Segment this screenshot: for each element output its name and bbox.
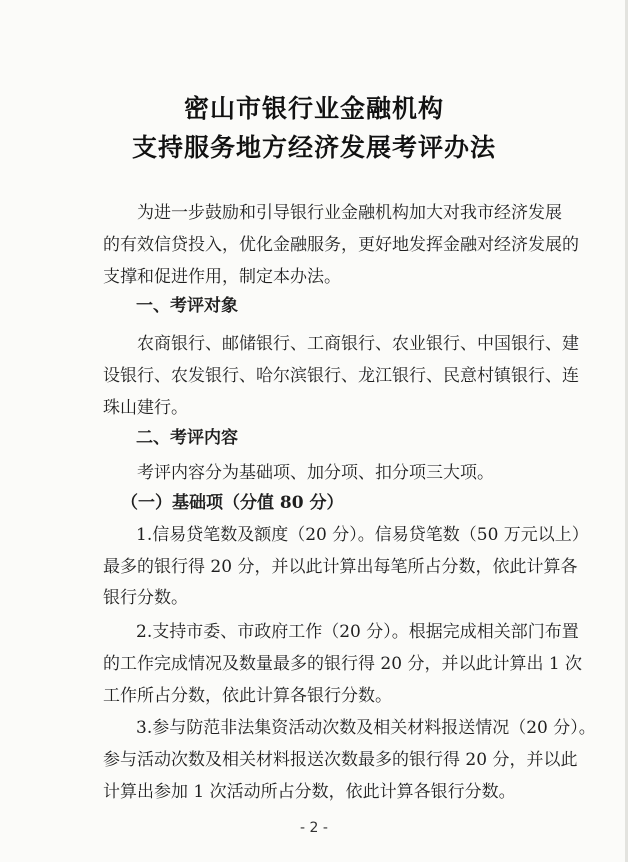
item-1-line-3: 银行分数。 — [103, 588, 188, 608]
section-heading-objects: 一、考评对象 — [136, 296, 238, 316]
content-summary-line: 考评内容分为基础项、加分项、扣分项三大项。 — [137, 463, 494, 483]
objects-line-3: 珠山建行。 — [103, 398, 188, 418]
intro-line-3: 支撑和促进作用，制定本办法。 — [103, 267, 341, 287]
item-2-line-2: 的工作完成情况及数量最多的银行得 20 分，并以此计算出 1 次 — [103, 654, 583, 674]
subsection-heading-basic: （一）基础项（分值 80 分） — [121, 493, 344, 513]
item-3-line-2: 参与活动次数及相关材料报送次数最多的银行得 20 分，并以此 — [103, 750, 578, 770]
document-title-line-2: 支持服务地方经济发展考评办法 — [131, 133, 496, 162]
item-1-line-2: 最多的银行得 20 分，并以此计算出每笔所占分数，依此计算各 — [103, 557, 578, 577]
document-title-line-1: 密山市银行业金融机构 — [183, 94, 444, 123]
item-3-line-1: 3.参与防范非法集资活动次数及相关材料报送情况（20 分）。 — [136, 718, 596, 738]
section-heading-content: 二、考评内容 — [136, 428, 238, 448]
objects-line-1: 农商银行、邮储银行、工商银行、农业银行、中国银行、建 — [137, 334, 579, 354]
intro-line-2: 的有效信贷投入，优化金融服务，更好地发挥金融对经济发展的 — [103, 235, 579, 255]
page-number: - 2 - — [300, 820, 328, 836]
intro-line-1: 为进一步鼓励和引导银行业金融机构加大对我市经济发展 — [137, 203, 562, 223]
item-2-line-3: 工作所占分数，依此计算各银行分数。 — [103, 686, 392, 706]
item-2-line-1: 2.支持市委、市政府工作（20 分）。根据完成相关部门布置 — [136, 622, 579, 642]
objects-line-2: 设银行、农发银行、哈尔滨银行、龙江银行、民意村镇银行、连 — [103, 366, 579, 386]
item-3-line-3: 计算出参加 1 次活动所占分数，依此计算各银行分数。 — [103, 782, 516, 802]
item-1-line-1: 1.信易贷笔数及额度（20 分）。信易贷笔数（50 万元以上） — [136, 525, 589, 545]
